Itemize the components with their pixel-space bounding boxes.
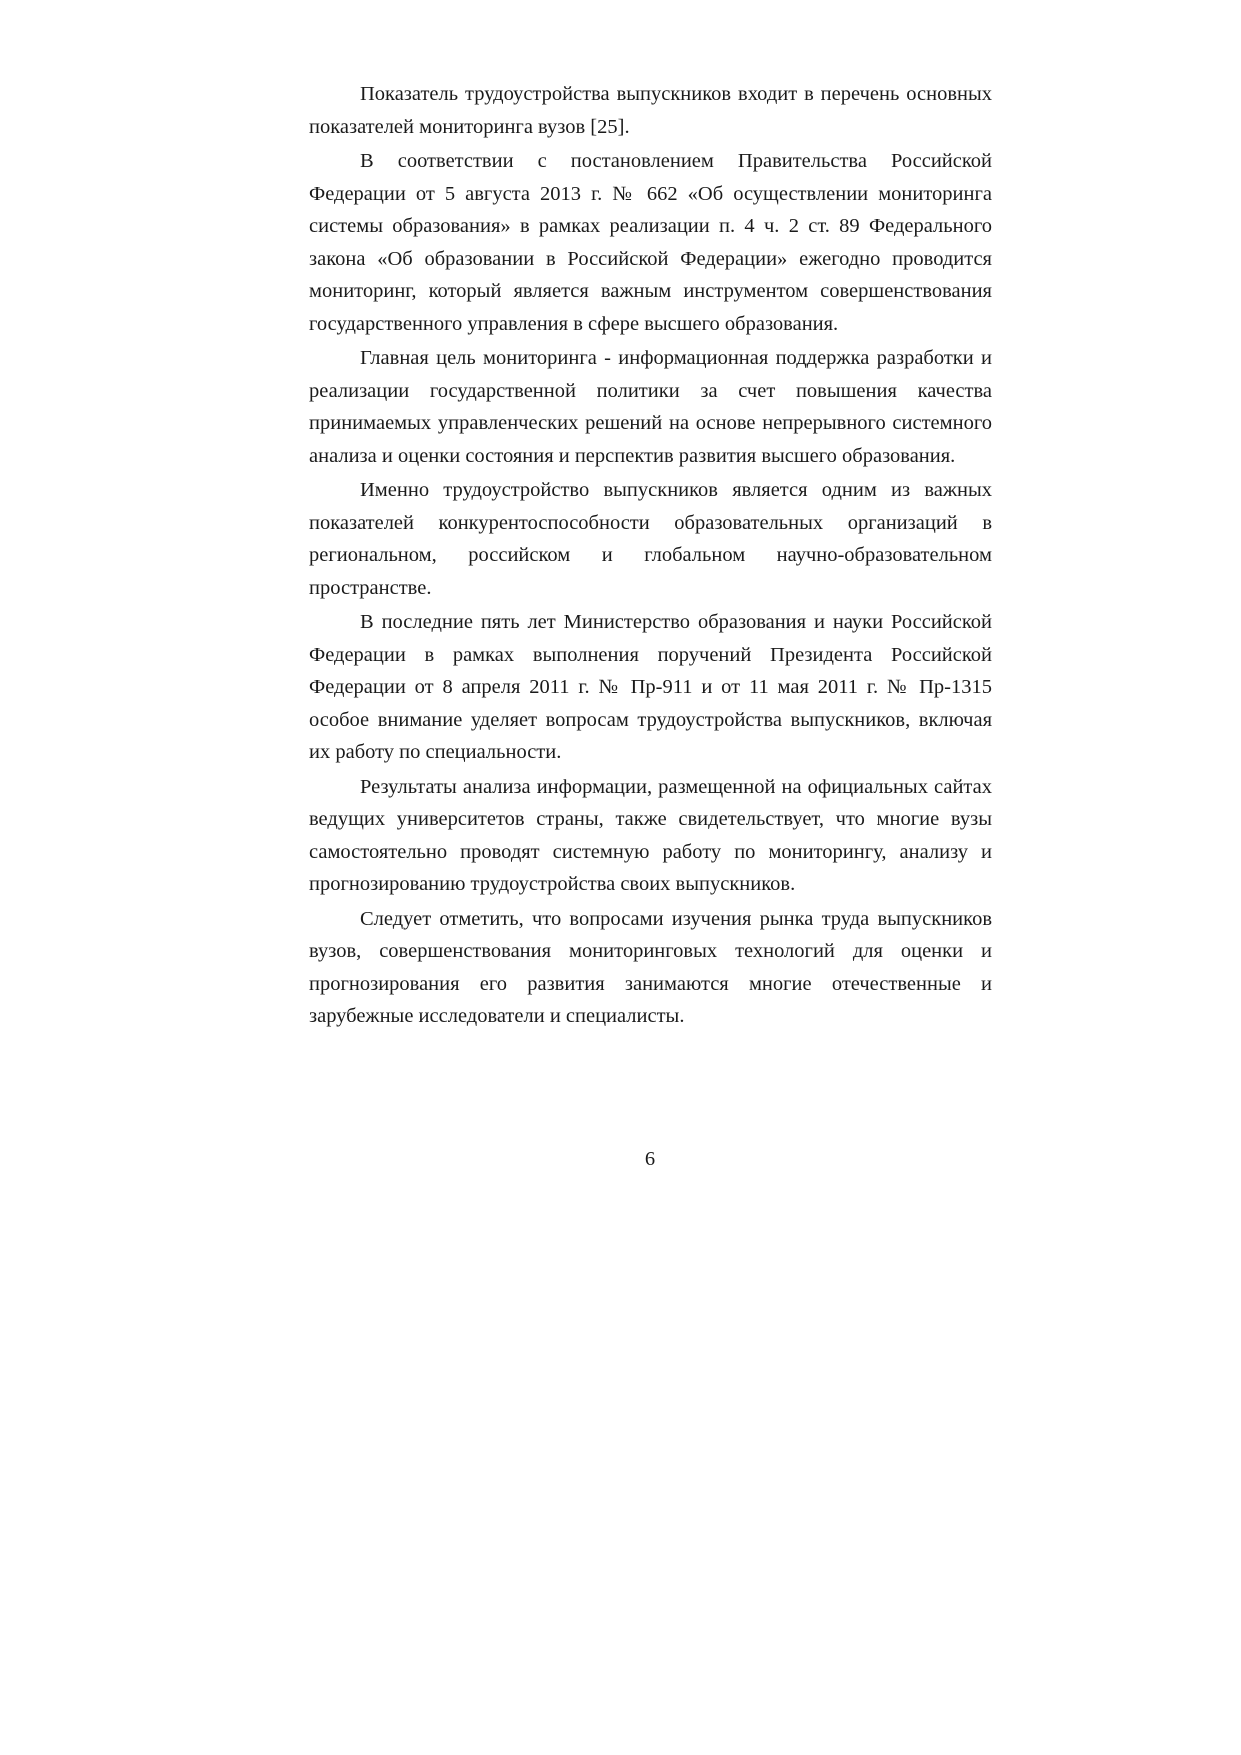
paragraph-1: Показатель трудоустройства выпускников входит в перечень основных показателей мониторинга вузов [25].: [309, 83, 992, 138]
paragraph-5: В последние пять лет Министерство образования и науки Российской Федерации в рамках выполнения поручений Президента Российской Федерации от 8 апреля 2011 г. № Пр-911 и от 11 мая 2011 г. № Пр-1315 особое внимание уделяет вопросам трудоустройства выпускников, включая их работу по специальности.: [309, 611, 992, 763]
paragraph-4: Именно трудоустройство выпускников является одним из важных показателей конкурентоспособности образовательных организаций в региональном, российском и глобальном научно-образовательном пространстве.: [309, 479, 992, 599]
body-text: [309, 78, 992, 1035]
paragraph-3: Главная цель мониторинга - информационная поддержка разработки и реализации государственной политики за счет повышения качества принимаемых управленческих решений на основе непрерывного системного анализа и оценки состояния и перспектив развития высшего образования.: [309, 347, 992, 467]
paragraph-7: Следует отметить, что вопросами изучения рынка труда выпускников вузов, совершенствования мониторинговых технологий для оценки и прогнозирования его развития занимаются многие отечественные и зарубежные исследователи и специалисты.: [309, 907, 992, 1027]
paragraph-6: Результаты анализа информации, размещенной на официальных сайтах ведущих университетов страны, также свидетельствует, что многие вузы самостоятельно проводят системную работу по мониторингу, анализу и прогнозированию трудоустройства своих выпускников.: [309, 775, 992, 895]
paragraph-2: В соответствии с постановлением Правительства Российской Федерации от 5 августа 2013 г. № 662 «Об осуществлении мониторинга системы образования» в рамках реализации п. 4 ч. 2 ст. 89 Федерального закона «Об образовании в Российской Федерации» ежегодно проводится мониторинг, который является важным инструментом совершенствования государственного управления в сфере высшего образования.: [309, 150, 992, 335]
page-number: 6: [644, 1148, 656, 1170]
